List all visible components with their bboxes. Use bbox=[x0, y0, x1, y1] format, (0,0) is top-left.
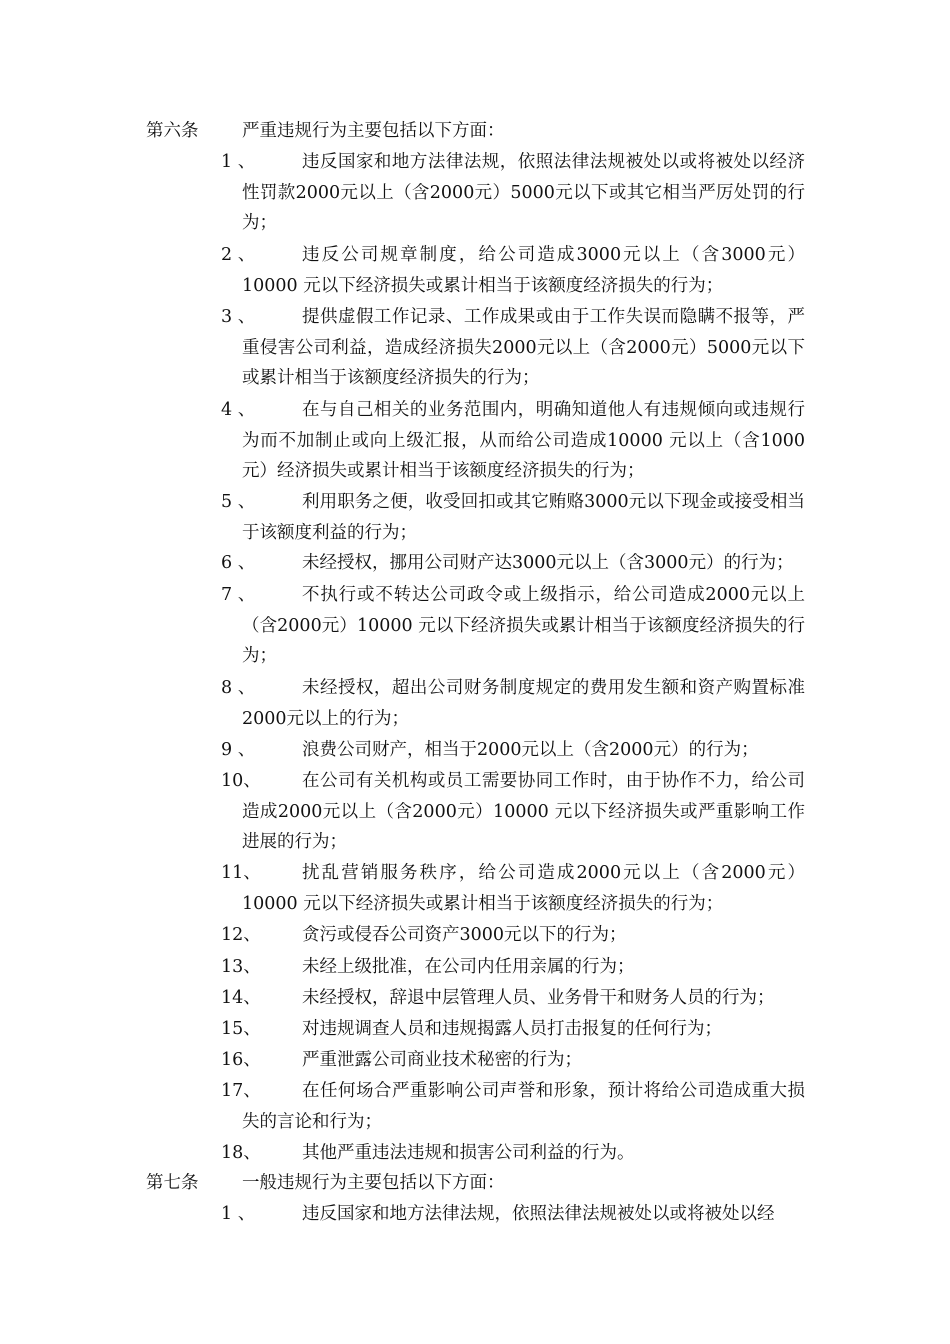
item-text: 未经授权，超出公司财务制度规定的费用发生额和资产购置标准2000元以上的行为； bbox=[242, 678, 805, 729]
article-number: 第七条 bbox=[146, 1173, 199, 1193]
list-item bbox=[221, 395, 805, 487]
item-marker: 2 、 bbox=[221, 245, 256, 265]
list-item bbox=[221, 952, 805, 983]
item-marker: 17、 bbox=[221, 1081, 261, 1101]
item-marker: 3 、 bbox=[221, 307, 256, 327]
list-item bbox=[221, 1076, 805, 1137]
item-text: 提供虚假工作记录、工作成果或由于工作失误而隐瞒不报等，严重侵害公司利益，造成经济损失2000元以上（含2000元）5000元以下或累计相当于该额度经济损失的行为； bbox=[242, 307, 805, 388]
list-item bbox=[221, 240, 805, 301]
item-text: 未经授权，辞退中层管理人员、业务骨干和财务人员的行为； bbox=[302, 988, 775, 1008]
item-marker: 10、 bbox=[221, 771, 261, 791]
item-text: 浪费公司财产，相当于2000元以上（含2000元）的行为； bbox=[302, 740, 759, 760]
item-marker: 12、 bbox=[221, 925, 261, 945]
list-item bbox=[221, 766, 805, 858]
list-item bbox=[221, 983, 805, 1014]
item-text: 违反国家和地方法律法规，依照法律法规被处以或将被处以经 bbox=[302, 1204, 775, 1224]
item-marker: 9 、 bbox=[221, 740, 256, 760]
item-marker: 4 、 bbox=[221, 400, 256, 420]
item-marker: 5 、 bbox=[221, 492, 256, 512]
list-item bbox=[221, 735, 805, 766]
article-number: 第六条 bbox=[146, 121, 199, 141]
item-text: 在任何场合严重影响公司声誉和形象，预计将给公司造成重大损失的言论和行为； bbox=[242, 1081, 805, 1132]
item-text: 未经授权，挪用公司财产达3000元以上（含3000元）的行为； bbox=[302, 553, 794, 573]
item-text: 违反公司规章制度，给公司造成3000元以上（含3000元）10000 元以下经济损失或累计相当于该额度经济损失的行为； bbox=[242, 245, 805, 296]
item-text: 其他严重违法违规和损害公司利益的行为。 bbox=[302, 1143, 635, 1163]
list-item bbox=[221, 1138, 805, 1169]
article-title: 一般违规行为主要包括以下方面： bbox=[242, 1173, 505, 1193]
item-text: 扰乱营销服务秩序，给公司造成2000元以上（含2000元）10000 元以下经济损失或累计相当于该额度经济损失的行为； bbox=[242, 863, 805, 914]
list-item bbox=[221, 302, 805, 394]
item-marker: 14、 bbox=[221, 988, 261, 1008]
list-item bbox=[221, 580, 805, 672]
item-text: 未经上级批准，在公司内任用亲属的行为； bbox=[302, 957, 635, 977]
item-marker: 11、 bbox=[221, 863, 261, 883]
list-item bbox=[221, 548, 805, 579]
list-item bbox=[221, 920, 805, 951]
item-marker: 1 、 bbox=[221, 1204, 256, 1224]
item-text: 对违规调查人员和违规揭露人员打击报复的任何行为； bbox=[302, 1019, 722, 1039]
list-item bbox=[221, 1014, 805, 1045]
item-text: 违反国家和地方法律法规，依照法律法规被处以或将被处以经济性罚款2000元以上（含2000元）5000元以下或其它相当严厉处罚的行为； bbox=[242, 152, 805, 233]
item-text: 在公司有关机构或员工需要协同工作时，由于协作不力，给公司造成2000元以上（含2000元）10000 元以下经济损失或严重影响工作进展的行为； bbox=[242, 771, 805, 852]
item-text: 利用职务之便，收受回扣或其它贿赂3000元以下现金或接受相当于该额度利益的行为； bbox=[242, 492, 805, 543]
item-text: 严重泄露公司商业技术秘密的行为； bbox=[302, 1050, 582, 1070]
item-marker: 15、 bbox=[221, 1019, 261, 1039]
article-title: 严重违规行为主要包括以下方面： bbox=[242, 121, 505, 141]
item-marker: 13、 bbox=[221, 957, 261, 977]
item-marker: 1 、 bbox=[221, 152, 256, 172]
item-marker: 16、 bbox=[221, 1050, 261, 1070]
item-marker: 6 、 bbox=[221, 553, 256, 573]
item-text: 在与自己相关的业务范围内，明确知道他人有违规倾向或违规行为而不加制止或向上级汇报，从而给公司造成10000 元以上（含1000元）经济损失或累计相当于该额度经济损失的行为； bbox=[242, 400, 805, 481]
list-item bbox=[221, 1199, 805, 1230]
item-marker: 18、 bbox=[221, 1143, 261, 1163]
item-text: 贪污或侵吞公司资产3000元以下的行为； bbox=[302, 925, 627, 945]
list-item bbox=[221, 673, 805, 734]
list-item bbox=[221, 147, 805, 239]
list-item bbox=[221, 1045, 805, 1076]
item-marker: 8 、 bbox=[221, 678, 256, 698]
list-item bbox=[221, 858, 805, 919]
item-text: 不执行或不转达公司政令或上级指示，给公司造成2000元以上（含2000元）10000 元以下经济损失或累计相当于该额度经济损失的行为； bbox=[242, 585, 805, 666]
list-item bbox=[221, 487, 805, 548]
item-marker: 7 、 bbox=[221, 585, 256, 605]
